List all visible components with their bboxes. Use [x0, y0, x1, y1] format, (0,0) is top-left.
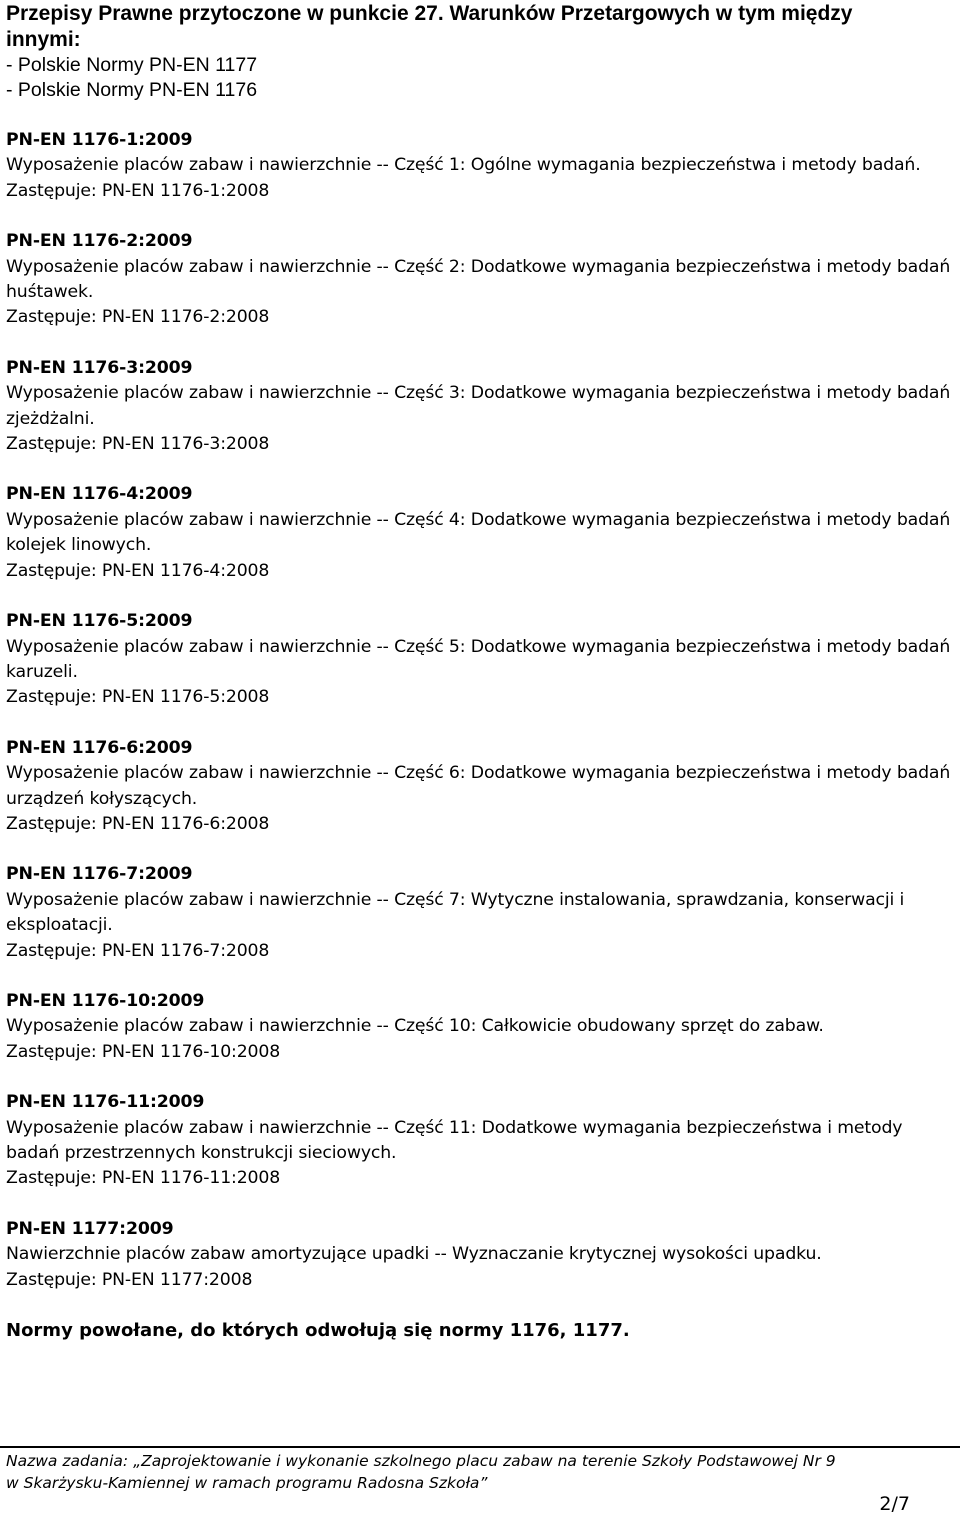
standard-description: Wyposażenie placów zabaw i nawierzchnie -- Część 5: Dodatkowe wymagania bezpieczeństwa i metody badań karuzeli.	[6, 636, 951, 682]
standard-description: Wyposażenie placów zabaw i nawierzchnie -- Część 6: Dodatkowe wymagania bezpieczeństwa i metody badań urządzeń kołyszących.	[6, 763, 951, 809]
standard-entry	[6, 989, 954, 1065]
heading-line-2: innymi:	[6, 28, 81, 51]
standard-code: PN-EN 1176-2:2009	[6, 231, 193, 252]
standard-entry	[6, 862, 954, 964]
standard-description: Wyposażenie placów zabaw i nawierzchnie -- Część 10: Całkowicie obudowany sprzęt do zabaw.	[6, 1016, 824, 1037]
standard-description: Wyposażenie placów zabaw i nawierzchnie -- Część 3: Dodatkowe wymagania bezpieczeństwa i metody badań zjeżdżalni.	[6, 383, 951, 429]
page-footer	[6, 1450, 954, 1494]
standard-description: Wyposażenie placów zabaw i nawierzchnie -- Część 11: Dodatkowe wymagania bezpieczeństwa i metody badań przestrzennych konstrukcji sieciowych.	[6, 1117, 903, 1163]
standard-entry	[6, 128, 954, 204]
standard-entry	[6, 482, 954, 584]
standard-description: Nawierzchnie placów zabaw amortyzujące upadki -- Wyznaczanie krytycznej wysokości upadku.	[6, 1244, 822, 1265]
page-number: 2/7	[879, 1493, 910, 1515]
standard-replaces: Zastępuje: PN-EN 1176-1:2008	[6, 180, 270, 201]
standard-replaces: Zastępuje: PN-EN 1176-3:2008	[6, 434, 270, 455]
standard-description: Wyposażenie placów zabaw i nawierzchnie -- Część 1: Ogólne wymagania bezpieczeństwa i metody badań.	[6, 155, 921, 176]
standard-replaces: Zastępuje: PN-EN 1176-5:2008	[6, 687, 270, 708]
heading-line-1: Przepisy Prawne przytoczone w punkcie 27. Warunków Przetargowych w tym między	[6, 2, 853, 25]
standard-replaces: Zastępuje: PN-EN 1176-4:2008	[6, 560, 270, 581]
standard-replaces: Zastępuje: PN-EN 1176-7:2008	[6, 940, 270, 961]
intro-item: - Polskie Normy PN-EN 1177	[6, 54, 258, 76]
standard-replaces: Zastępuje: PN-EN 1176-10:2008	[6, 1041, 281, 1062]
standard-replaces: Zastępuje: PN-EN 1176-2:2008	[6, 307, 270, 328]
standard-description: Wyposażenie placów zabaw i nawierzchnie -- Część 7: Wytyczne instalowania, sprawdzania, konserwacji i eksploatacji.	[6, 889, 905, 936]
intro-list	[6, 53, 954, 103]
standard-entry	[6, 736, 954, 838]
page-heading	[6, 0, 954, 53]
final-note: Normy powołane, do których odwołują się normy 1176, 1177.	[6, 1320, 630, 1342]
standard-code: PN-EN 1176-11:2009	[6, 1092, 205, 1113]
standard-entry	[6, 356, 954, 458]
standard-entry	[6, 1090, 954, 1192]
document-page	[6, 0, 954, 1344]
footer-line-2: w Skarżysku-Kamiennej w ramach programu Radosna Szkoła”	[6, 1474, 488, 1492]
standard-description: Wyposażenie placów zabaw i nawierzchnie -- Część 4: Dodatkowe wymagania bezpieczeństwa i metody badań kolejek linowych.	[6, 509, 951, 556]
standard-description: Wyposażenie placów zabaw i nawierzchnie -- Część 2: Dodatkowe wymagania bezpieczeństwa i metody badań huśtawek.	[6, 256, 951, 303]
standard-replaces: Zastępuje: PN-EN 1177:2008	[6, 1269, 253, 1290]
standard-entry	[6, 1217, 954, 1293]
standard-entry	[6, 609, 954, 711]
standard-code: PN-EN 1176-6:2009	[6, 737, 193, 758]
footer-divider	[0, 1446, 960, 1448]
standard-entry	[6, 229, 954, 331]
standard-replaces: Zastępuje: PN-EN 1176-6:2008	[6, 813, 270, 834]
standard-code: PN-EN 1176-4:2009	[6, 484, 193, 505]
footer-line-1: Nazwa zadania: „Zaprojektowanie i wykonanie szkolnego placu zabaw na terenie Szkoły Podstawowej Nr 9	[6, 1452, 836, 1470]
standard-code: PN-EN 1177:2009	[6, 1218, 174, 1239]
standard-replaces: Zastępuje: PN-EN 1176-11:2008	[6, 1168, 281, 1189]
intro-item: - Polskie Normy PN-EN 1176	[6, 79, 258, 101]
standard-code: PN-EN 1176-7:2009	[6, 864, 193, 885]
standard-code: PN-EN 1176-3:2009	[6, 357, 193, 378]
standard-code: PN-EN 1176-1:2009	[6, 130, 193, 150]
standard-code: PN-EN 1176-10:2009	[6, 990, 205, 1011]
standard-code: PN-EN 1176-5:2009	[6, 611, 193, 632]
